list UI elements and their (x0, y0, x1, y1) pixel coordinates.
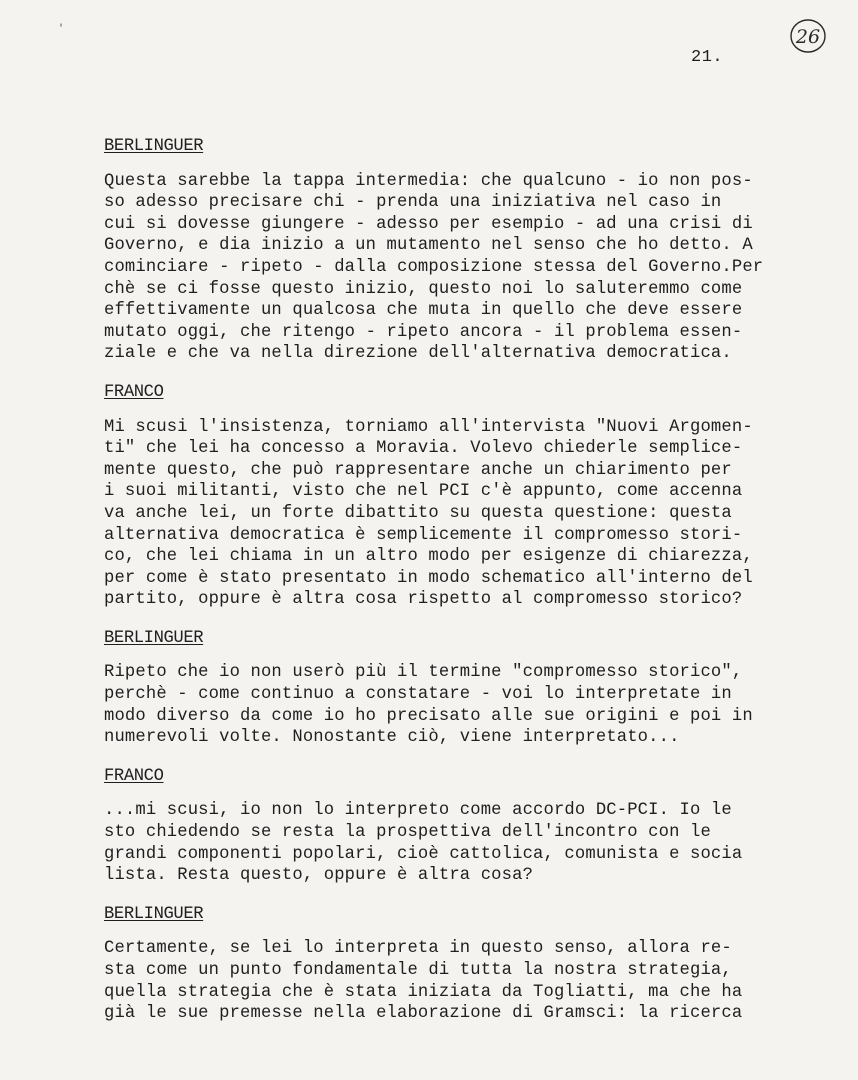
circled-number-stamp-icon (788, 16, 828, 56)
speaker-label: BERLINGUER (104, 137, 204, 156)
speech-text: Mi scusi l'insistenza, torniamo all'intervista "Nuovi Argomen- ti" che lei ha concesso a Moravia. Volevo chiederle semplice- mente questo, che può rappresentare anche un chiarimento per i suoi militanti, visto che nel PCI c'è appunto, come accenna va anche lei, un forte dibattito su questa questione: questa alternativa democratica è semplicemente il compromesso stori- co, che lei chiama in un altro modo per esigenze di chiarezza, per come è stato presentato in modo schematico all'interno del partito, oppure è altra cosa rispetto al compromesso storico? (104, 417, 753, 610)
speaker-label: BERLINGUER (104, 628, 204, 648)
archive-stamp (788, 16, 828, 56)
dialogue-turn (104, 628, 784, 749)
stamp-number: 26 (795, 26, 821, 48)
speech-text: Ripeto che io non userò più il termine "compromesso storico", perchè - come continuo a constatare - voi lo interpretate in modo diverso da come io ho precisato alle sue origini e poi in numerevoli volte. Nonostante ciò, viene interpretato... (104, 663, 753, 748)
speech-text: Questa sarebbe la tappa intermedia: che qualcuno - io non pos- so adesso precisare chi - prenda una iniziativa nel caso in cui si dovesse giungere - adesso per esempio - ad una crisi di Governo, e dia inizio a un mutamento nel senso che ho detto. A cominciare - ripeto - dalla composizione stessa del Governo.Per chè se ci fosse questo inizio, questo noi lo saluteremmo come effettivamente un qualcosa che muta in quello che deve essere mutato oggi, che ritengo - ripeto ancora - il problema essen- ziale e che va nella direzione dell'alternativa democratica. (104, 171, 764, 364)
scan-speck: ' (58, 24, 65, 35)
dialogue-turn (104, 904, 784, 1025)
page-number: 21. (691, 48, 724, 67)
dialogue-turn (104, 136, 784, 365)
speech-text: ...mi scusi, io non lo interpreto come accordo DC-PCI. Io le sto chiedendo se resta la prospettiva dell'incontro con le grandi componenti popolari, cioè cattolica, comunista e socia lista. Resta questo, oppure è altra cosa? (104, 801, 743, 886)
speaker-label: FRANCO (104, 382, 164, 402)
dialogue-turn (104, 382, 784, 611)
transcript-body (104, 136, 784, 1025)
speaker-label: FRANCO (104, 766, 164, 786)
dialogue-turn (104, 766, 784, 887)
speech-text: Certamente, se lei lo interpreta in questo senso, allora re- sta come un punto fondamentale di tutta la nostra strategia, quella strategia che è stata iniziata da Togliatti, ma che ha già le sue premesse nella elaborazione di Gramsci: la ricerca (104, 939, 743, 1024)
speaker-label: BERLINGUER (104, 904, 204, 924)
